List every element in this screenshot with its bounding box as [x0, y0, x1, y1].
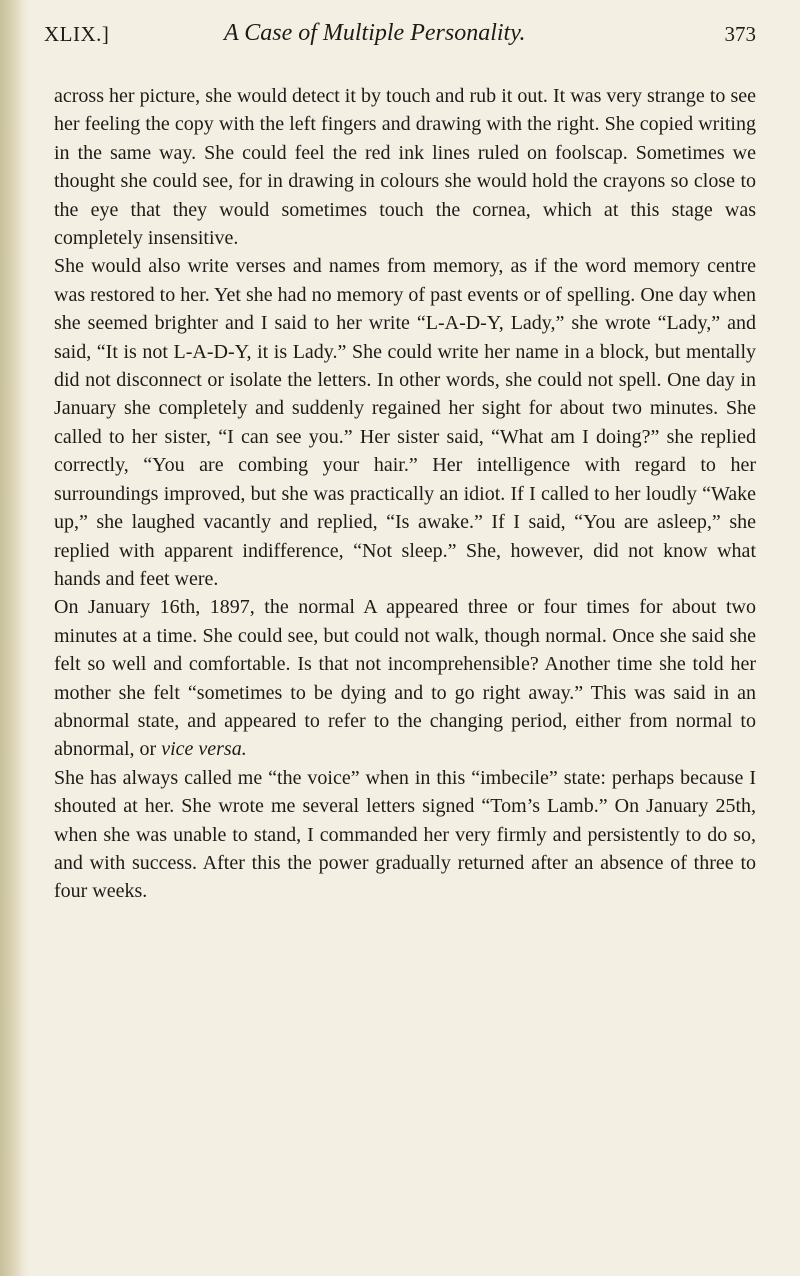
paragraph-1: across her picture, she would detect it by touch and rub it out. It was very strange to see her feeling the copy with the left fingers and drawing with the right. She copied writing in the same way. She could feel the red ink lines ruled on foolscap. Sometimes we thought she could see, for in drawing in colours she would hold the crayons so close to the eye that they would sometimes touch the cornea, which at this stage was completely insensitive.: [54, 85, 756, 250]
paragraph-2: She would also write verses and names from memory, as if the word memory centre was restored to her. Yet she had no memory of past events or of spelling. One day when she seemed brighter and I said to her write “L-A-D-Y, Lady,” she wrote “Lady,” and said, “It is not L-A-D-Y, it is Lady.” She could write her name in a block, but mentally did not disconnect or isolate the letters. In other words, she could not spell. One day in January she completely and suddenly regained her sight for about two minutes. She called to her sister, “I can see you.” Her sister said, “What am I doing?” she replied correctly, “You are combing your hair.” Her intelligence with regard to her surroundings improved, but she was practically an idiot. If I called to her loudly “Wake up,” she laughed vacantly and replied, “Is awake.” If I said, “You are asleep,” she replied with apparent indifference, “Not sleep.” She, however, did not know what hands and feet were.: [54, 255, 756, 590]
page-binding-shadow: [0, 0, 30, 1276]
paragraph-3: [54, 593, 756, 763]
vice-versa-italic: vice versa.: [161, 738, 247, 761]
page-header: [44, 16, 756, 56]
chapter-marker: XLIX.]: [44, 22, 110, 46]
running-title: A Case of Multiple Personality.: [224, 20, 526, 46]
paragraph-4: She has always called me “the voice” when in this “imbecile” state: perhaps because I shouted at her. She wrote me several letters signed “Tom’s Lamb.” On January 25th, when she was unable to stand, I commanded her very firmly and persistently to do so, and with success. After this the power gradually returned after an absence of three to four weeks.: [54, 766, 756, 903]
page-number: 373: [724, 22, 756, 46]
paragraph-3-text: On January 16th, 1897, the normal A appeared three or four times for about two minutes at a time. She could see, but could not walk, though normal. Once she said she felt so well and comfortable. Is that not incomprehensible? Another time she told her mother she felt “sometimes to be dying and to go right away.” This was said in an abnormal state, and appeared to refer to the changing period, either from normal to abnormal, or: [54, 596, 756, 761]
body-text: [54, 82, 756, 906]
